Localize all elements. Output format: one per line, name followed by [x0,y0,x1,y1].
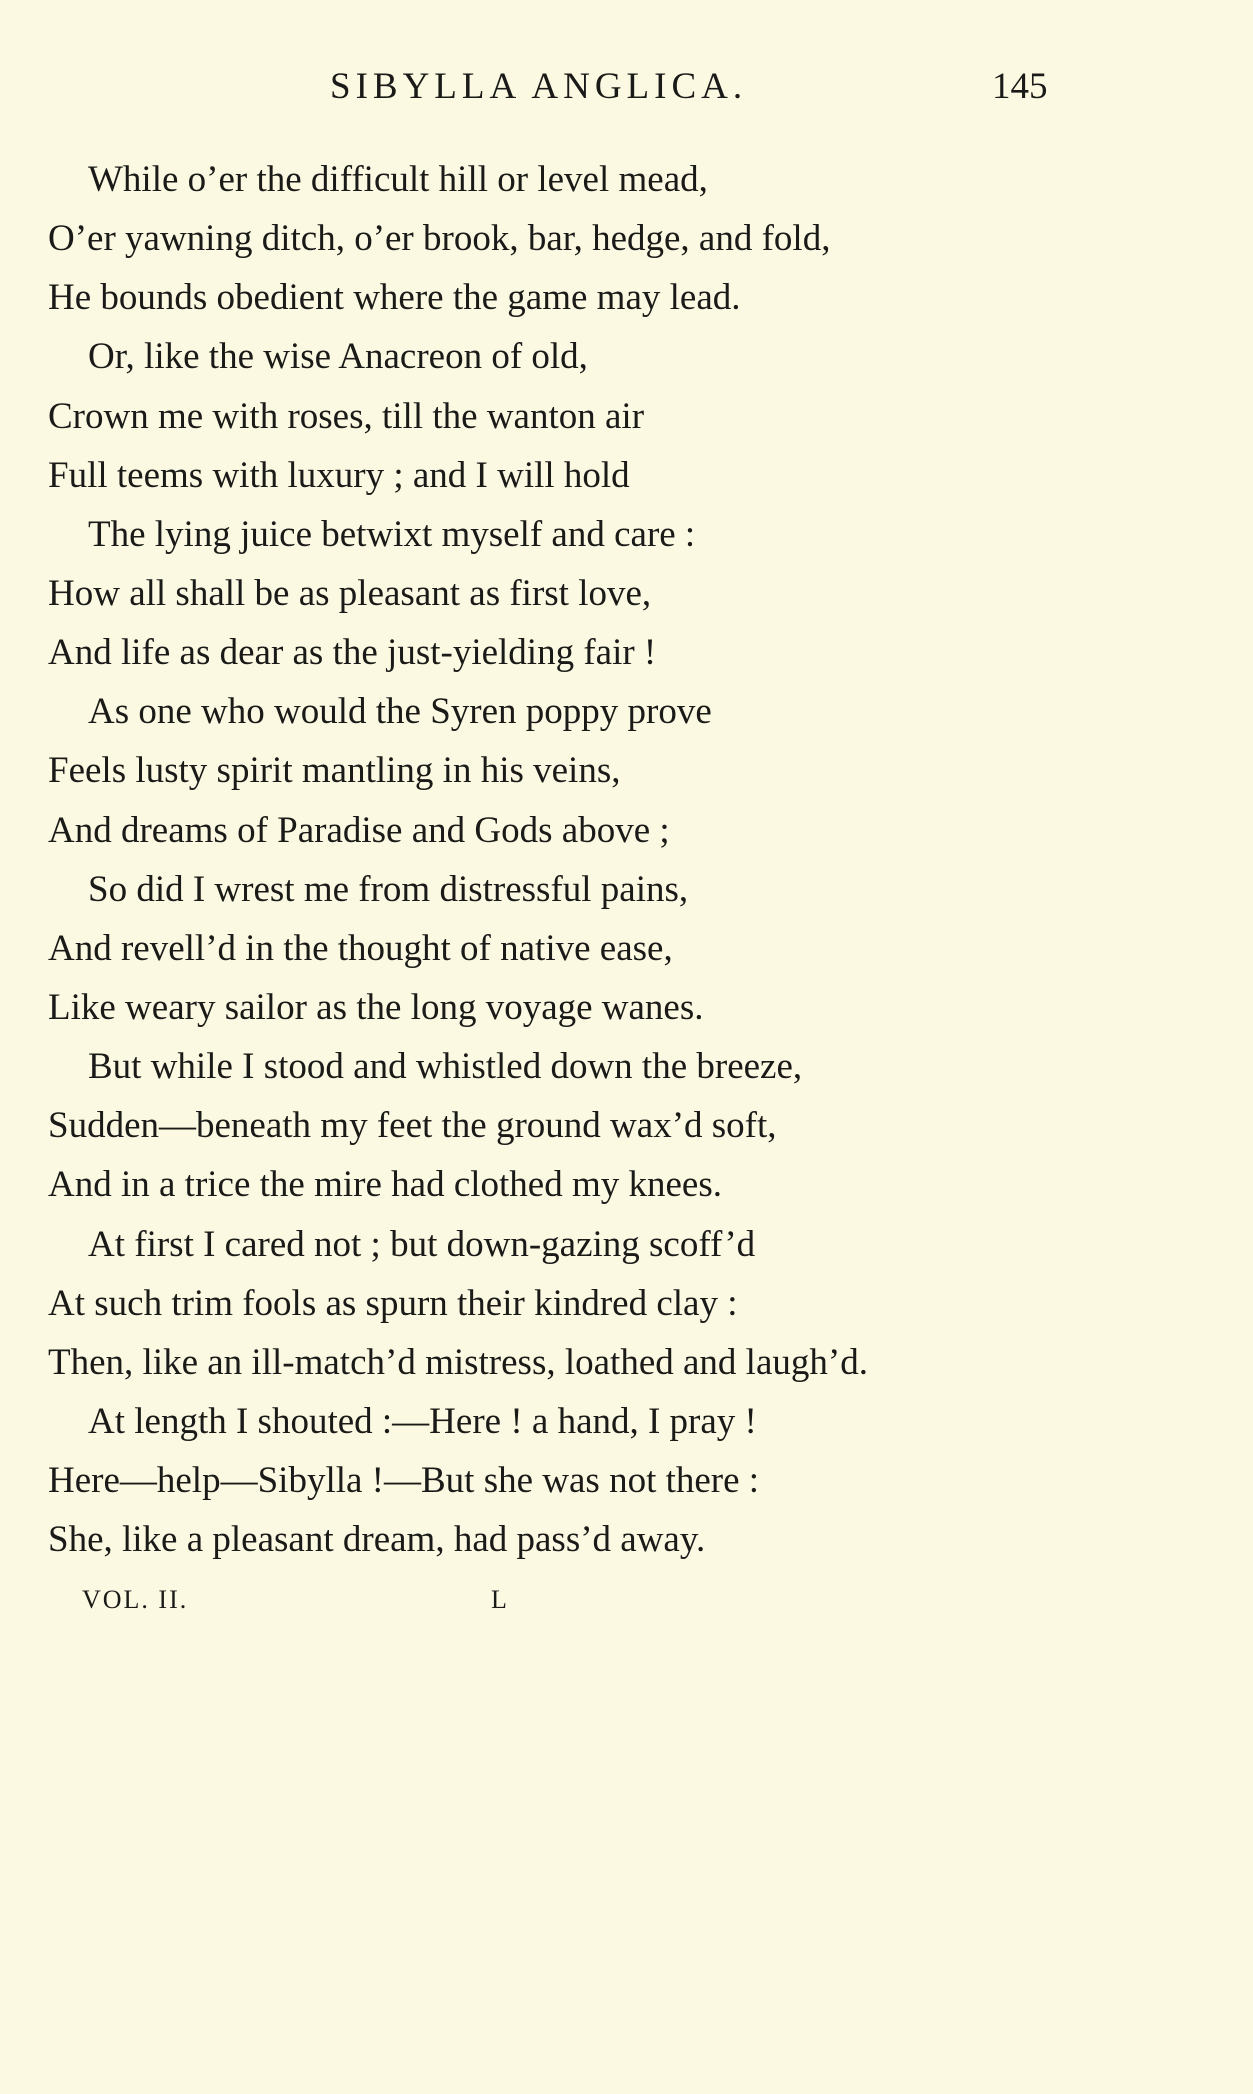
poem-body [0,150,1253,1569]
page-number: 145 [992,66,1048,107]
verse-line: She, like a pleasant dream, had pass’d away. [48,1519,706,1561]
verse-line: Crown me with roses, till the wanton air [48,395,645,437]
verse-line: Like weary sailor as the long voyage wanes. [48,986,704,1028]
verse-line: Here—help—Sibylla !—But she was not there : [48,1460,760,1502]
verse-line: How all shall be as pleasant as first love, [48,572,652,614]
verse-line: And revell’d in the thought of native ease, [48,927,673,969]
verse-line: As one who would the Syren poppy prove [88,691,712,733]
verse-line: But while I stood and whistled down the breeze, [88,1046,803,1088]
volume-mark: VOL. II. [82,1585,189,1614]
verse-line: At such trim fools as spurn their kindred clay : [48,1282,738,1324]
verse-line: Sudden—beneath my feet the ground wax’d soft, [48,1105,777,1147]
verse-line: Full teems with luxury ; and I will hold [48,454,630,496]
verse-line: And life as dear as the just-yielding fair ! [48,632,657,674]
verse-line: And in a trice the mire had clothed my knees. [48,1164,723,1206]
verse-line: At length I shouted :—Here ! a hand, I pray ! [88,1400,757,1442]
verse-line: He bounds obedient where the game may lead. [48,277,741,319]
verse-line: O’er yawning ditch, o’er brook, bar, hedge, and fold, [48,218,831,260]
signature-mark: L [491,1585,507,1614]
verse-line: The lying juice betwixt myself and care : [88,513,696,555]
verse-line: And dreams of Paradise and Gods above ; [48,809,670,851]
verse-line: Feels lusty spirit mantling in his veins, [48,750,621,792]
running-title: SIBYLLA ANGLICA. [330,66,748,107]
verse-line: While o’er the difficult hill or level mead, [88,159,708,200]
verse-line: So did I wrest me from distressful pains, [88,868,689,910]
signature-line [0,1580,1253,1620]
verse-line: Or, like the wise Anacreon of old, [88,336,588,378]
verse-line: At first I cared not ; but down-gazing scoff’d [88,1223,756,1265]
verse-line: Then, like an ill-match’d mistress, loathed and laugh’d. [48,1341,868,1383]
